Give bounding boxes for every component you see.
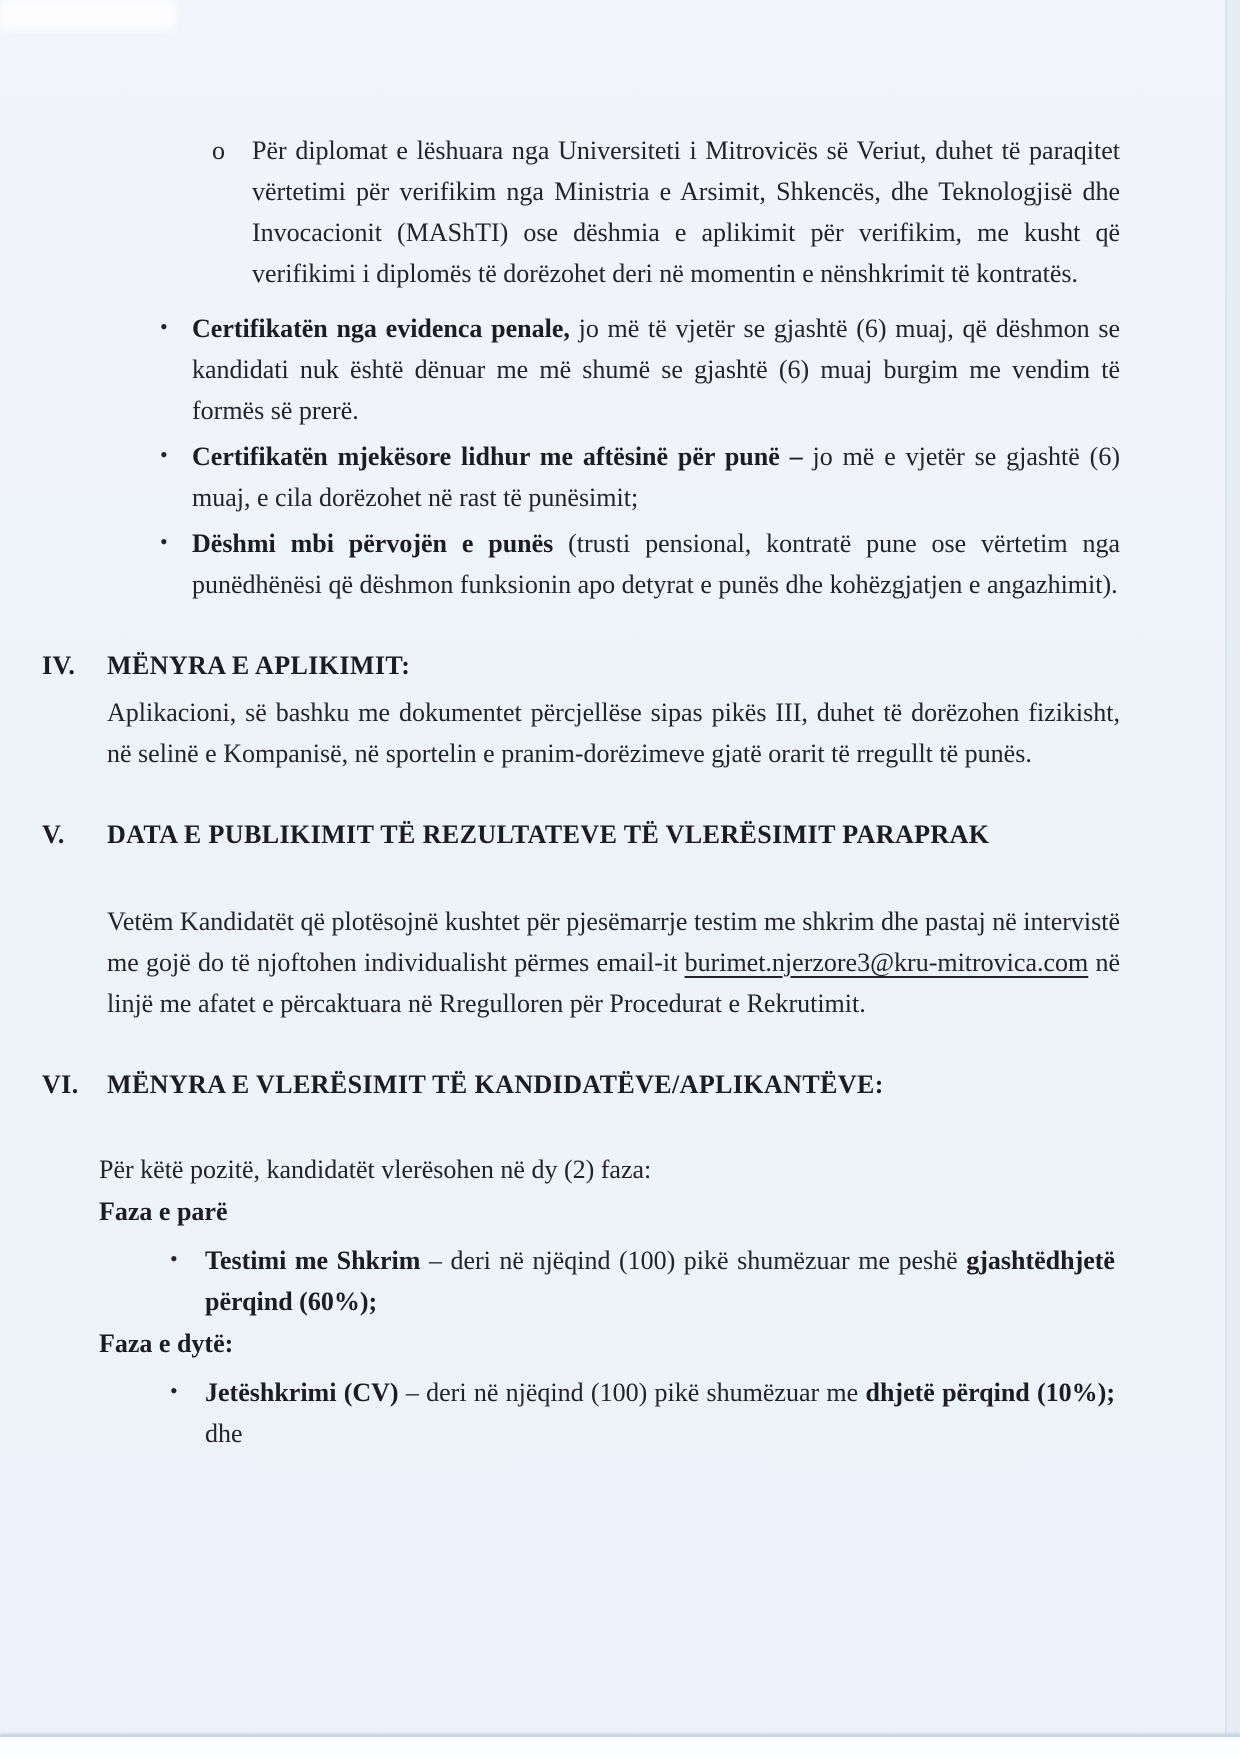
phase-two-bullet-tail: dhjetë përqind (10%); (865, 1378, 1116, 1407)
section-v-title: DATA E PUBLIKIMIT TË REZULTATEVE TË VLERËSIMIT PARAPRAK (107, 820, 990, 849)
section-v-text-before-email: Vetëm Kandidatët që plotësojnë kushtet për pjesëmarrje testim me shkrim dhe pastaj në intervistë me gojë do të njoftohen individualisht përmes email-it (107, 907, 1120, 977)
section-vi-intro: Për këtë pozitë, kandidatët vlerësohen në dy (2) faza: (99, 1155, 652, 1184)
phase-two-bullet-suffix: dhe (205, 1419, 243, 1448)
section-iv-heading (0, 645, 1240, 686)
disc-bullet-marker: • (170, 1246, 178, 1271)
section-vi-numeral: VI. (42, 1070, 79, 1099)
bullet-body-text: (trusti pensional, kontratë pune ose vërtetim nga punëdhënësi që dëshmon funksionin apo detyrat e punës dhe kohëzgjatjen e angazhimit). (192, 529, 1120, 599)
disc-bullet-marker: • (160, 442, 168, 467)
sub-bullet-item (212, 130, 1120, 294)
section-v-numeral: V. (42, 820, 65, 849)
disc-bullet-marker: • (160, 529, 168, 554)
phase-one-bullet-lead: Testimi me Shkrim (205, 1246, 421, 1275)
email-link[interactable]: burimet.njerzore3@kru-mitrovica.com (684, 948, 1089, 977)
phase-one-label: Faza e parë (99, 1197, 228, 1226)
bullet-list (0, 308, 1240, 605)
section-iv-numeral: IV. (42, 651, 76, 680)
disc-bullet-marker: • (160, 314, 168, 339)
section-vi (0, 1064, 1240, 1454)
section-iv-title: MËNYRA E APLIKIMIT: (107, 651, 411, 680)
phase-two-bullet (170, 1372, 1116, 1454)
bullet-lead-text: Certifikatën mjekësore lidhur me aftësinë për punë – (192, 442, 803, 471)
sub-bullet-text: Për diplomat e lëshuara nga Universiteti i Mitrovicës së Veriut, duhet të paraqitet vërtetimi për verifikim nga Ministria e Arsimit, Shkencës, dhe Teknologjisë dhe Invocacionit (MAShTI) ose dëshmia e aplikimit për verifikim, me kusht që verifikimi i diplomës të dorëzohet deri në momentin e nënshkrimit të kontratës. (252, 136, 1120, 288)
disc-bullet-marker: • (170, 1378, 178, 1403)
bullet-item (160, 308, 1121, 431)
phase-two-label: Faza e dytë: (99, 1329, 234, 1358)
bullet-lead-text: Dëshmi mbi përvojën e punës (192, 529, 554, 558)
section-v (0, 814, 1240, 1024)
phase-two-bullet-mid: – deri në njëqind (100) pikë shumëzuar me (398, 1378, 866, 1407)
phase-one-bullet (170, 1240, 1115, 1322)
section-iv (0, 645, 1240, 774)
phase-two-bullet-lead: Jetëshkrimi (CV) (205, 1378, 399, 1407)
bullet-lead-text: Certifikatën nga evidenca penale, (192, 314, 570, 343)
section-v-text-after-email: në linjë me afatet e përcaktuara në Rregulloren për Procedurat e Rekrutimit. (107, 948, 1121, 1018)
bullet-item (160, 436, 1120, 518)
section-v-heading (0, 814, 1240, 855)
section-vi-heading (0, 1064, 1240, 1105)
bullet-body-text: jo më të vjetër se gjashtë (6) muaj, që dëshmon se kandidati nuk është dënuar me më shumë se gjashtë (6) muaj burgim me vendim të formës së prerë. (192, 314, 1121, 425)
scan-bottom-edge (0, 1735, 1240, 1756)
phase-one-bullet-mid: – deri në njëqind (100) pikë shumëzuar me peshë (420, 1246, 967, 1275)
circle-bullet-marker: o (212, 136, 225, 165)
bullet-body-text: jo më e vjetër se gjashtë (6) muaj, e cila dorëzohet në rast të punësimit; (192, 442, 1120, 512)
section-v-body (107, 901, 1120, 1024)
section-vi-title: MËNYRA E VLERËSIMIT TË KANDIDATËVE/APLIKANTËVE: (107, 1070, 884, 1099)
bullet-item (160, 523, 1120, 605)
phase-one-bullet-tail: gjashtëdhjetë përqind (60%); (205, 1246, 1115, 1316)
section-iv-body: Aplikacioni, së bashku me dokumentet përcjellëse sipas pikës III, duhet të dorëzohen fizikisht, në selinë e Kompanisë, në sportelin e pranim-dorëzimeve gjatë orarit të rregullt të punës. (107, 698, 1120, 768)
